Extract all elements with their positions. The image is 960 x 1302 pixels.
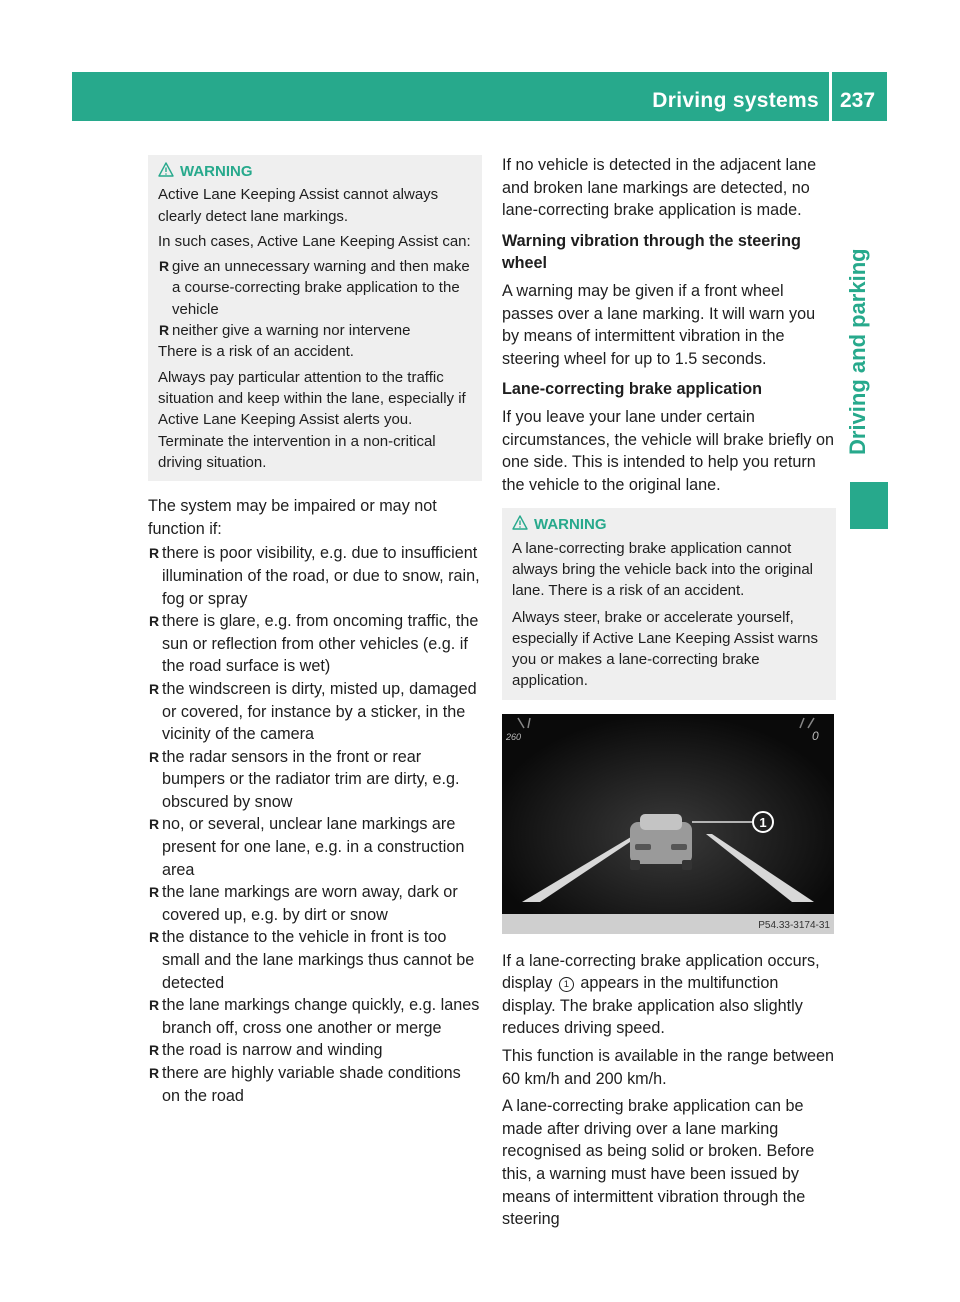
list-item-text: the radar sensors in the front or rear bumpers or the radiator trim are dirty, e.g. obscured by snow bbox=[162, 747, 460, 811]
list-item-text: there are highly variable shade conditions on the road bbox=[162, 1064, 461, 1105]
paragraph-text: appears in the multifunction display. The brake application also slightly reduces driving speed. bbox=[502, 974, 803, 1038]
list-item bbox=[148, 1039, 482, 1062]
chapter-tab-marker bbox=[850, 482, 888, 529]
bullet-icon: R bbox=[159, 322, 170, 339]
list-item bbox=[148, 926, 482, 994]
list-item-text: there is glare, e.g. from oncoming traffic, the sun or reflection from other vehicles (e.g. if the road surface is wet) bbox=[162, 612, 479, 676]
paragraph: A lane-correcting brake application can be made after driving over a lane marking recognised as being solid or broken. Before this, a warning must have been issued by means of intermittent vibration through the steering bbox=[502, 1097, 815, 1229]
list-item-text: the distance to the vehicle in front is too small and the lane markings thus cannot be detected bbox=[162, 928, 475, 992]
bullet-icon: R bbox=[149, 929, 160, 946]
list-item bbox=[148, 542, 482, 610]
paragraph: This function is available in the range between 60 km/h and 200 km/h. bbox=[502, 1047, 835, 1088]
list-item-text: the windscreen is dirty, misted up, damaged or covered, for instance by a sticker, in the vicinity of the camera bbox=[162, 679, 477, 744]
impairment-list bbox=[148, 542, 482, 1107]
list-item-text: no, or several, unclear lane markings are present for one lane, e.g. in a construction area bbox=[162, 815, 465, 879]
warning-triangle-icon bbox=[158, 162, 174, 177]
paragraph: A warning may be given if a front wheel passes over a lane marking. It will warn you by means of intermittent vibration in the steering wheel for up to 1.5 seconds. bbox=[502, 281, 816, 368]
bullet-icon: R bbox=[149, 1065, 160, 1081]
list-item bbox=[148, 1062, 482, 1107]
page-number: 237 bbox=[840, 89, 876, 112]
warning-paragraph: Always steer, brake or accelerate yourself, especially if Active Lane Keeping Assist warns you or makes a lane-correcting brake application. bbox=[512, 608, 818, 690]
warning-title bbox=[512, 514, 826, 535]
list-item-text: the lane markings are worn away, dark or covered up, e.g. by dirt or snow bbox=[162, 883, 458, 924]
warning-paragraph: There is a risk of an accident. bbox=[158, 343, 354, 361]
callout-number: 1 bbox=[759, 814, 767, 830]
warning-paragraph: A lane-correcting brake application cannot always bring the vehicle back into the original lane. There is a risk of an accident. bbox=[512, 539, 814, 600]
figure-code: P54.33-3174-31 bbox=[758, 919, 830, 931]
warning-triangle-icon bbox=[512, 515, 528, 530]
bullet-icon: R bbox=[149, 1042, 160, 1059]
list-item bbox=[148, 746, 482, 814]
warning-title-text: WARNING bbox=[180, 163, 253, 180]
speed-readout-right: 0 bbox=[812, 728, 819, 743]
paragraph-text: If a lane-correcting brake application occurs, display bbox=[502, 951, 820, 993]
list-item-text: the road is narrow and winding bbox=[162, 1041, 383, 1060]
warning-bullet-list bbox=[158, 256, 472, 341]
bullet-icon: R bbox=[149, 997, 160, 1014]
speed-readout-left: 260 bbox=[506, 731, 522, 742]
section-heading: Warning vibration through the steering wheel bbox=[502, 231, 801, 273]
list-item bbox=[148, 994, 482, 1039]
vehicle-icon bbox=[630, 814, 692, 870]
warning-box bbox=[502, 508, 836, 699]
right-column bbox=[502, 154, 836, 1236]
bullet-icon: R bbox=[149, 884, 160, 901]
warning-paragraph: Active Lane Keeping Assist cannot always clearly detect lane markings. bbox=[158, 186, 439, 225]
left-column bbox=[148, 155, 482, 1107]
paragraph: If no vehicle is detected in the adjacent lane and broken lane markings are detected, no lane-correcting brake application is made. bbox=[502, 156, 817, 220]
impairment-intro: The system may be impaired or may not function if: bbox=[148, 497, 437, 538]
list-item bbox=[148, 881, 482, 926]
impairment-section bbox=[148, 495, 482, 1107]
header-divider bbox=[829, 72, 832, 121]
list-item-text: give an unnecessary warning and then make a course-correcting brake application to the vehicle bbox=[172, 258, 470, 318]
warning-paragraph: Always pay particular attention to the traffic situation and keep within the lane, especially if Active Lane Keeping Assist alerts you. Terminate the intervention in a non-critical driving situation. bbox=[158, 368, 466, 471]
section-title: Driving systems bbox=[652, 89, 819, 112]
page-header bbox=[72, 72, 887, 121]
bullet-icon: R bbox=[149, 680, 160, 697]
bullet-icon: R bbox=[149, 545, 160, 562]
display-marker-icon: 1 bbox=[559, 977, 574, 992]
warning-box bbox=[148, 155, 482, 481]
multifunction-display-graphic bbox=[502, 714, 834, 934]
bullet-icon: R bbox=[149, 748, 160, 765]
section-heading: Lane-correcting brake application bbox=[502, 380, 762, 399]
bullet-icon: R bbox=[159, 258, 170, 275]
bullet-icon: R bbox=[149, 816, 160, 833]
paragraph bbox=[502, 950, 836, 1040]
paragraph: If you leave your lane under certain circumstances, the vehicle will brake briefly on one side. This is intended to help you return the vehicle to the original lane. bbox=[502, 407, 834, 494]
chapter-tab-label: Driving and parking bbox=[845, 248, 870, 455]
warning-paragraph: In such cases, Active Lane Keeping Assist can: bbox=[158, 232, 471, 250]
list-item bbox=[148, 813, 482, 881]
list-item bbox=[148, 610, 482, 678]
list-item-text: there is poor visibility, e.g. due to insufficient illumination of the road, or due to snow, rain, fog or spray bbox=[162, 544, 480, 608]
bullet-icon: R bbox=[149, 613, 160, 630]
warning-title-text: WARNING bbox=[534, 516, 607, 534]
warning-title bbox=[158, 161, 472, 182]
list-item-text: the lane markings change quickly, e.g. lanes branch off, cross one another or merge bbox=[162, 996, 480, 1037]
list-item-text: neither give a warning nor intervene bbox=[172, 322, 411, 340]
list-item bbox=[158, 320, 472, 341]
display-illustration bbox=[502, 714, 834, 934]
list-item bbox=[158, 256, 472, 320]
list-item bbox=[148, 678, 482, 746]
